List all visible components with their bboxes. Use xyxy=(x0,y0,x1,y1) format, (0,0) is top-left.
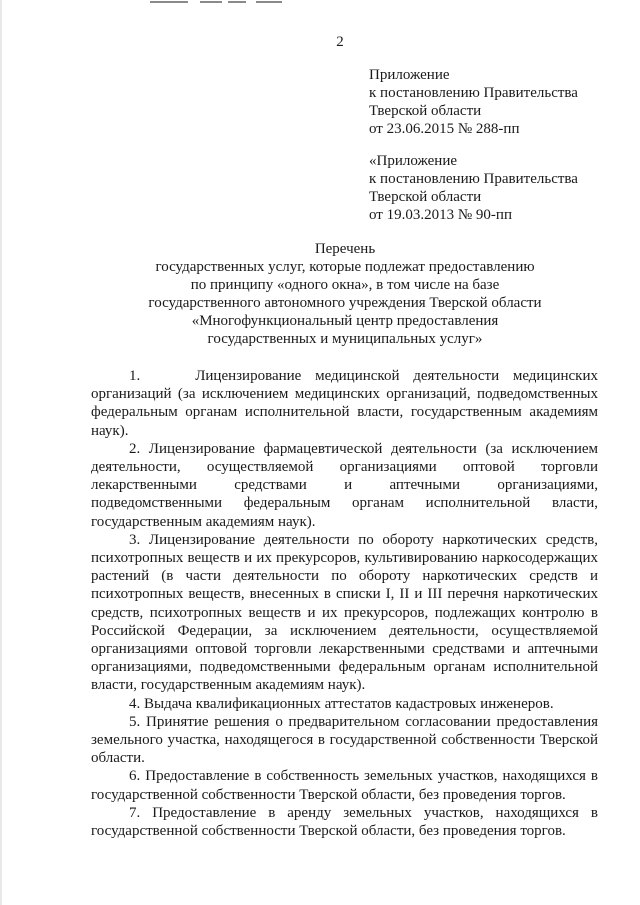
scan-artifact xyxy=(150,1,188,3)
title-line: по принципу «одного окна», в том числе на базе xyxy=(190,277,500,293)
title-line: государственных и муниципальных услуг» xyxy=(207,331,483,347)
appendix-line: Тверской области xyxy=(369,189,482,205)
appendix-line: от 23.06.2015 № 288-пп xyxy=(369,121,520,137)
title-line: государственного автономного учреждения Тверской области xyxy=(148,295,542,311)
document-title xyxy=(110,240,580,348)
title-line: Перечень xyxy=(314,241,376,257)
title-line: «Многофункциональный центр предоставления xyxy=(191,313,499,329)
appendix-line: «Приложение xyxy=(369,153,458,169)
appendix-line: к постановлению Правительства xyxy=(369,85,578,101)
page-number: 2 xyxy=(336,34,344,50)
title-line: государственных услуг, которые подлежат предоставлению xyxy=(155,259,535,275)
list-item: 2. Лицензирование фармацевтической деятельности (за исключением деятельности, осуществляемой организациями оптовой торговли лекарственными средствами и аптечными организациями, подведомственными федеральным органам исполнительной власти, государственным академиям наук). xyxy=(91,440,598,530)
list-item: 1. Лицензирование медицинской деятельности медицинских организаций (за исключением медицинских организаций, подведомственных федеральным органам исполнительной власти, государственным академиям наук). xyxy=(91,368,598,439)
appendix-line: от 19.03.2013 № 90-пп xyxy=(369,207,512,223)
list-item: 5. Принятие решения о предварительном согласовании предоставления земельного участка, находящегося в государственной собственности Тверской области. xyxy=(91,713,598,767)
scan-artifact xyxy=(200,1,222,3)
services-list xyxy=(91,367,598,840)
scan-artifact xyxy=(228,1,246,3)
appendix-line: Приложение xyxy=(369,67,450,83)
list-item: 7. Предоставление в аренду земельных участков, находящихся в государственной собственности Тверской области, без проведения торгов. xyxy=(91,804,598,840)
appendix-line: к постановлению Правительства xyxy=(369,171,578,187)
list-item: 4. Выдача квалификационных аттестатов кадастровых инженеров. xyxy=(129,695,554,712)
appendix-current xyxy=(369,66,578,138)
scan-artifact xyxy=(256,1,282,3)
appendix-line: Тверской области xyxy=(369,103,482,119)
list-item: 3. Лицензирование деятельности по обороту наркотических средств, психотропных веществ и их прекурсоров, культивированию наркосодержащих растений (в части деятельности по обороту наркотических средств и психотропных веществ, внесенных в списки I, II и III перечня наркотических средств, психотропных веществ и их прекурсоров, подлежащих контролю в Российской Федерации, за исключением деятельности, осуществляемой организациями оптовой торговли лекарственными средствами и аптечными организациями, подведомственными федеральным органам исполнительной власти, государственным академиям наук). xyxy=(91,531,598,694)
scan-edge xyxy=(0,0,2,905)
appendix-original xyxy=(369,152,578,224)
list-item: 6. Предоставление в собственность земельных участков, находящихся в государственной собственности Тверской области, без проведения торгов. xyxy=(91,768,598,803)
